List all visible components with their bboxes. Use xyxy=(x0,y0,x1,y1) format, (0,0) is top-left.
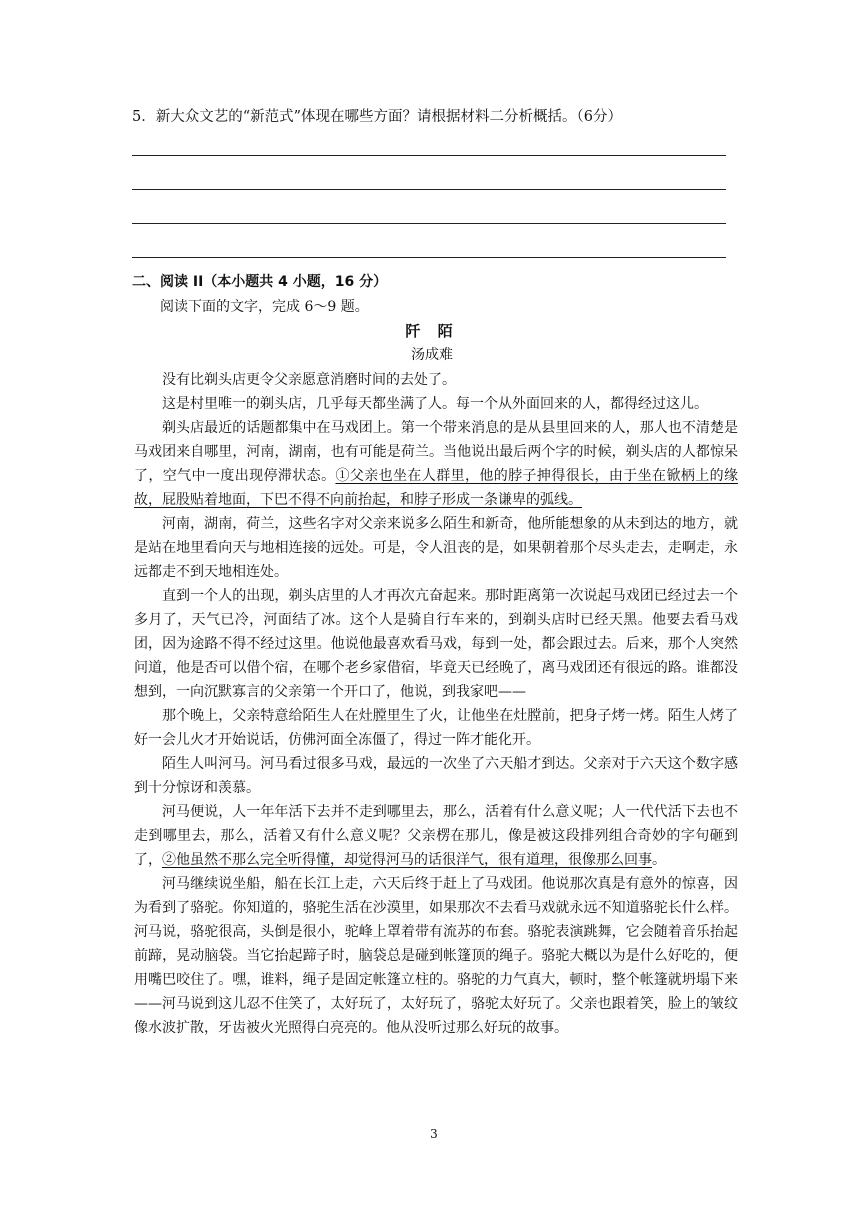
paragraph-7: 陌生人叫河马。河马看过很多马戏，最远的一次坐了六天船才到达。父亲对于六天这个数字感到十分惊讶和羡慕。 xyxy=(134,756,738,796)
article-body xyxy=(134,368,738,1040)
answer-line-2[interactable] xyxy=(132,189,726,190)
paragraph-8: 河马便说，人一年年活下去并不走到哪里去，那么，活着有什么意义呢；人一代代活下去也不走到哪里去，那么，活着又有什么意义呢？父亲楞在那儿，像是被这段排列组合奇妙的字句砸到了，②他虽然不那么完全听得懂，却觉得河马的话很洋气，很有道理，很像那么回事。 xyxy=(134,804,738,868)
question-5: 5．新大众文艺的“新范式”体现在哪些方面？请根据材料二分析概括。（6分） xyxy=(132,109,623,125)
underlined-sentence-2: ②他虽然不那么完全听得懂，却觉得河马的话很洋气，很有道理，很像那么回事 xyxy=(162,852,652,868)
reading-instruction: 阅读下面的文字，完成 6～9 题。 xyxy=(160,299,369,315)
answer-line-4[interactable] xyxy=(132,257,726,258)
paragraph-9: 河马继续说坐船，船在长江上走，六天后终于赶上了马戏团。他说那次真是有意外的惊喜，因为看到了骆驼。你知道的，骆驼生活在沙漠里，如果那次不去看马戏就永远不知道骆驼长什么样。河马说，骆驼很高，头倒是很小，驼峰上罩着带有流苏的布套。骆驼表演跳舞，它会随着音乐抬起前蹄，晃动脑袋。当它抬起蹄子时，脑袋总是碰到帐篷顶的绳子。骆驼大概以为是什么好吃的，便用嘴巴咬住了。嘿，谁料，绳子是固定帐篷立柱的。骆驼的力气真大，顿时，整个帐篷就坍塌下来——河马说到这儿忍不住笑了，太好玩了，太好玩了，骆驼太好玩了。父亲也跟着笑，脸上的皱纹像水波扩散，牙齿被火光照得白亮亮的。他从没听过那么好玩的故事。 xyxy=(134,876,738,1036)
article-author: 汤成难 xyxy=(411,347,453,363)
answer-line-1[interactable] xyxy=(132,155,726,156)
paragraph-2: 这是村里唯一的剃头店，几乎每天都坐满了人。每一个从外面回来的人，都得经过这儿。 xyxy=(162,396,708,412)
paragraph-3: 剃头店最近的话题都集中在马戏团上。第一个带来消息的是从县里回来的人，那人也不清楚是马戏团来自哪里，河南，湖南，也有可能是荷兰。当他说出最后两个字的时候，剃头店的人都惊呆了，空气中一度出现停滞状态。①父亲也坐在人群里，他的脖子抻得很长，由于坐在锨柄上的缘故，屁股贴着地面，下巴不得不向前抬起，和脖子形成一条谦卑的弧线。 xyxy=(134,420,739,508)
article-title: 阡 陌 xyxy=(405,322,459,340)
section-2-heading: 二、阅读 II（本小题共 4 小题，16 分） xyxy=(132,274,388,290)
paragraph-4: 河南，湖南，荷兰，这些名字对父亲来说多么陌生和新奇，他所能想象的从未到达的地方，就是站在地里看向天与地相连接的远处。可是，令人沮丧的是，如果朝着那个尽头走去，走啊走，永远都走不到天地相连处。 xyxy=(134,516,738,580)
paragraph-6: 那个晚上，父亲特意给陌生人在灶膛里生了火，让他坐在灶膛前，把身子烤一烤。陌生人烤了好一会儿火才开始说话，仿佛河面全冻僵了，得过一阵才能化开。 xyxy=(134,708,738,748)
page-number: 3 xyxy=(430,1127,438,1141)
paragraph-5: 直到一个人的出现，剃头店里的人才再次亢奋起来。那时距离第一次说起马戏团已经过去一个多月了，天气已冷，河面结了冰。这个人是骑自行车来的，到剃头店时已经天黑。他要去看马戏团，因为途路不得不经过这里。他说他最喜欢看马戏，每到一处，都会跟过去。后来，那个人突然问道，他是否可以借个宿，在哪个老乡家借宿，毕竟天已经晚了，离马戏团还有很远的路。谁都没想到，一向沉默寡言的父亲第一个开口了，他说，到我家吧—— xyxy=(134,588,738,700)
paragraph-1: 没有比剃头店更令父亲愿意消磨时间的去处了。 xyxy=(162,372,456,388)
answer-line-3[interactable] xyxy=(132,223,726,224)
underlined-sentence-1: ①父亲也坐在人群里，他的脖子抻得很长，由于坐在锨柄上的缘故，屁股贴着地面，下巴不得不向前抬起，和脖子形成一条谦卑的弧线。 xyxy=(134,468,739,508)
